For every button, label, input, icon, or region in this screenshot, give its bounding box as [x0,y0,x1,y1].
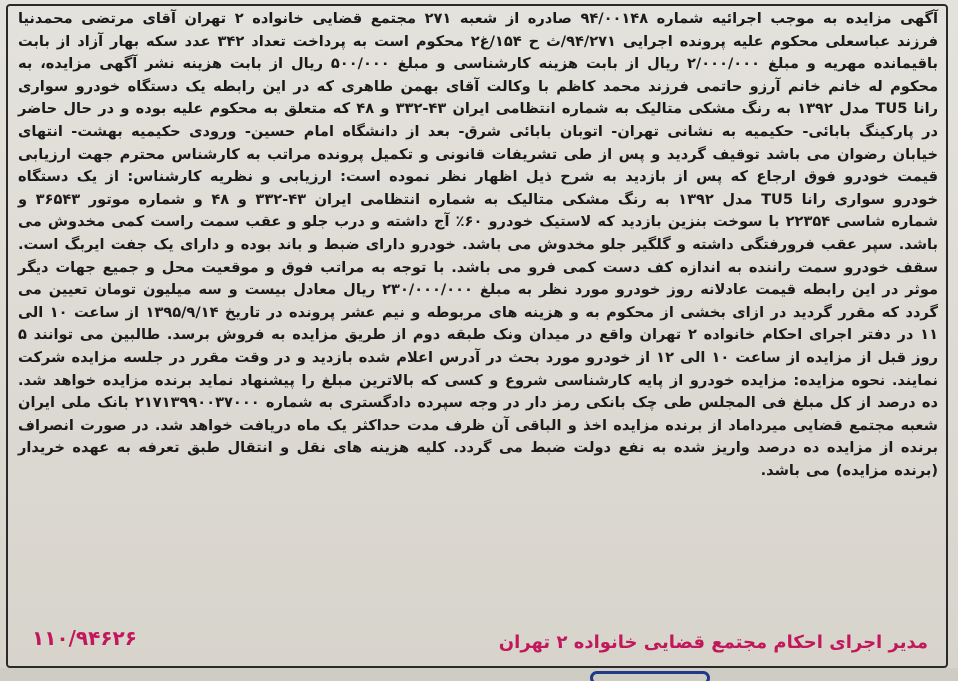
blue-oval-mark [590,671,710,681]
page-bottom-edge [0,668,958,681]
signature-line: مدیر اجرای احکام مجتمع قضایی خانواده ۲ تهران [498,632,928,653]
notice-footer [14,624,938,658]
auction-notice-text: آگهی مزایده به موجب اجرائیه شماره ۹۴/۰۰۱۴۸ صادره از شعبه ۲۷۱ مجتمع قضایی خانواده ۲ تهران آقای مرتضی محمدنیا فرزند عباسعلی محکوم علیه پرونده اجرایی ۹۴/۲۷۱/ث ح ۱۵۴/غ۲ محکوم است به پرداخت تعداد ۳۴۲ عدد سکه بهار آزاد از بابت باقیمانده مهریه و مبلغ ۲/۰۰۰/۰۰۰ ریال از بابت هزینه کارشناسی و مبلغ ۵۰۰/۰۰۰ ریال از بابت هزینه نشر آگهی مزایده، به محکوم له خانم خانم آرزو حاتمی فرزند محمد کاظم با وکالت آقای بهمن طاهری که در این رابطه یک دستگاه خودرو سواری رانا TU5 مدل ۱۳۹۲ به رنگ مشکی متالیک به شماره انتظامی ایران ۴۳-۳۳۲ و ۴۸ که متعلق به محکوم علیه بوده و در حال حاضر در پارکینگ بابائی- حکیمیه به نشانی تهران- اتوبان بابائی شرق- بعد از دانشگاه امام حسین- ورودی حکیمیه بهشت- انتهای خیابان رضوان می باشد توقیف گردید و پس از طی تشریفات قانونی و تکمیل پرونده مراتب به کارشناس محترم جهت ارزیابی قیمت خودرو فوق ارجاع که پس از بازدید به شرح ذیل اظهار نظر نموده است: ارزیابی و نظریه کارشناس: از یک دستگاه خودرو سواری رانا TU5 مدل ۱۳۹۲ به رنگ مشکی متالیک به شماره انتظامی ایران ۴۳-۳۳۲ و ۴۸ و شماره موتور ۳۶۵۴۳ و شماره شاسی ۲۲۳۵۴ با سوخت بنزین بازدید که لاستیک خودرو ۶۰٪ آج داشته و درب جلو و عقب سمت راست کمی مخدوش می باشد. سپر عقب فرورفتگی داشته و گلگیر جلو مخدوش می باشد. خودرو دارای ضبط و باند بوده و دارای یک جفت ایربگ است. سقف خودرو سمت راننده به اندازه کف دست کمی فرو می باشد. با توجه به مراتب فوق و موقعیت محل و جمیع جهات دیگر موثر در این رابطه قیمت عادلانه روز خودرو مورد نظر به مبلغ ۲۳۰/۰۰۰/۰۰۰ ریال معادل بیست و سه میلیون تومان تعیین می گردد که مقرر گردید در ازای بخشی از محکوم به و هزینه های مربوطه و نیم عشر پرونده در تاریخ ۱۳۹۵/۹/۱۴ از ساعت ۱۰ الی ۱۱ در دفتر اجرای احکام خانواده ۲ تهران واقع در میدان ونک طبقه دوم از طریق مزایده به فروش برسد. طالبین می توانند ۵ روز قبل از مزایده از ساعت ۱۰ الی ۱۲ از خودرو مورد بحث در آدرس اعلام شده بازدید و در وقت مقرر در جلسه مزایده شرکت نمایند. نحوه مزایده: مزایده خودرو از پایه کارشناسی شروع و کسی که بالاترین مبلغ را پیشنهاد نماید برنده مزایده خواهد شد. ده درصد از کل مبلغ فی المجلس طی چک بانکی رمز دار در وجه سپرده دادگستری به شماره ۲۱۷۱۳۹۹۰۰۳۷۰۰۰ بانک ملی ایران شعبه مجتمع قضایی میرداماد از برنده مزایده اخذ و الباقی آن ظرف مدت حداکثر یک ماه دریافت خواهد شد. در صورت انصراف برنده از مزایده ده درصد واریز شده به نفع دولت ضبط می گردد. کلیه هزینه های نقل و انتقال طبق تعرفه به عهده خریدار (برنده مزایده) می باشد. [18,10,939,479]
reference-number: ۱۱۰/۹۴۶۲۶ [32,626,137,650]
